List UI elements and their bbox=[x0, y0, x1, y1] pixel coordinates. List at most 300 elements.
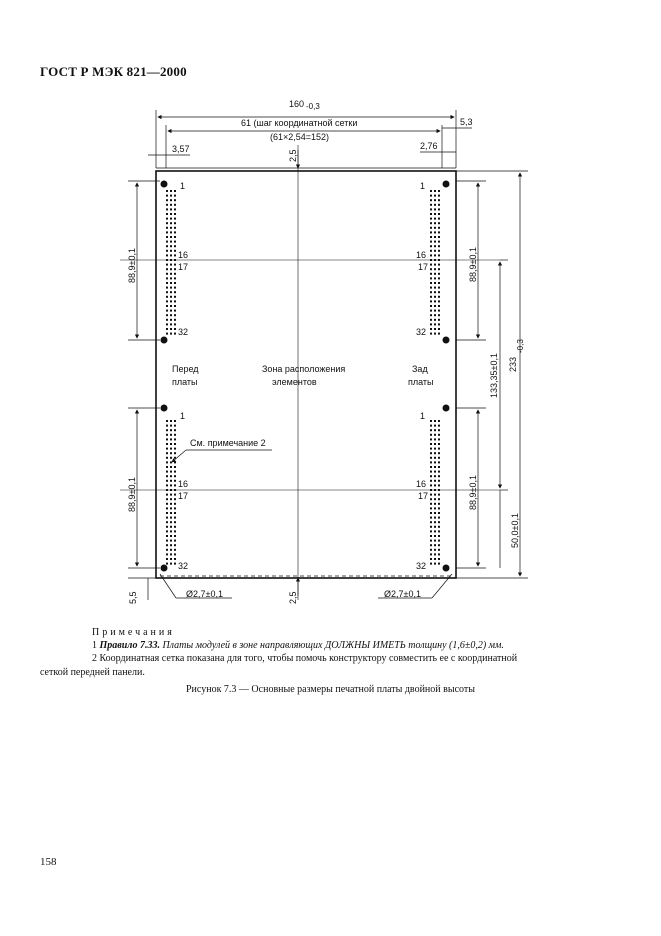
connector-pin bbox=[170, 512, 172, 514]
connector-pin bbox=[170, 475, 172, 477]
grid-dim-label-1: 61 (шаг координатной сетки bbox=[241, 118, 358, 128]
note-2-line-1: 2 Координатная сетка показана для того, чтобы помочь конструктору совместить ее с координатной bbox=[92, 653, 518, 665]
connector-pin bbox=[174, 310, 176, 312]
connector-pin bbox=[434, 503, 436, 505]
connector-pin bbox=[430, 250, 432, 252]
connector-pin bbox=[434, 429, 436, 431]
dim-88-9-right-top: 88,9±0,1 bbox=[468, 247, 478, 282]
connector-pin bbox=[434, 498, 436, 500]
connector-pin bbox=[438, 466, 440, 468]
connector-pin bbox=[430, 291, 432, 293]
connector-pin bbox=[166, 208, 168, 210]
connector-pin bbox=[434, 553, 436, 555]
connector-pin bbox=[174, 526, 176, 528]
connector-pin bbox=[430, 310, 432, 312]
connector-pin bbox=[434, 227, 436, 229]
connector-pin bbox=[166, 507, 168, 509]
connector-pin bbox=[174, 236, 176, 238]
back-label-2: платы bbox=[408, 377, 434, 387]
connector-pin bbox=[166, 310, 168, 312]
connector-pin bbox=[434, 558, 436, 560]
connector-pin bbox=[174, 199, 176, 201]
connector-pin bbox=[170, 273, 172, 275]
connector-pin bbox=[430, 282, 432, 284]
connector-pin bbox=[166, 264, 168, 266]
connector-pin bbox=[174, 231, 176, 233]
dim-88-9-left-bottom: 88,9±0,1 bbox=[127, 477, 137, 512]
connector-pin bbox=[434, 190, 436, 192]
connector-pin bbox=[434, 517, 436, 519]
connector-pin bbox=[434, 484, 436, 486]
connector-pin bbox=[174, 448, 176, 450]
document-header: ГОСТ Р МЭК 821—2000 bbox=[40, 64, 187, 79]
connector-pin bbox=[438, 268, 440, 270]
connector-pin bbox=[166, 300, 168, 302]
connector-pin bbox=[434, 452, 436, 454]
connector-pin bbox=[166, 282, 168, 284]
connector-pin bbox=[174, 521, 176, 523]
connector-pin bbox=[430, 300, 432, 302]
connector-pin bbox=[434, 507, 436, 509]
connector-pin bbox=[174, 553, 176, 555]
connector-pin bbox=[174, 434, 176, 436]
connector-pin bbox=[438, 236, 440, 238]
connector-pin bbox=[170, 480, 172, 482]
connector-pin bbox=[174, 259, 176, 261]
connector-pin bbox=[438, 300, 440, 302]
notes-block bbox=[40, 626, 612, 679]
connector-pin bbox=[166, 471, 168, 473]
connector-pin bbox=[166, 333, 168, 335]
connector-pin bbox=[166, 553, 168, 555]
connector-pin bbox=[174, 254, 176, 256]
connector-pin bbox=[434, 282, 436, 284]
connector-pin bbox=[170, 227, 172, 229]
connector-pin bbox=[438, 457, 440, 459]
connector-pin bbox=[434, 277, 436, 279]
connector-pin bbox=[174, 507, 176, 509]
connector-pin bbox=[166, 429, 168, 431]
connector-pin bbox=[170, 282, 172, 284]
mounting-hole bbox=[443, 565, 449, 571]
connector-pin bbox=[434, 300, 436, 302]
connector-pin bbox=[430, 549, 432, 551]
connector-pin bbox=[430, 213, 432, 215]
connector-pin bbox=[166, 199, 168, 201]
connector-pin bbox=[438, 420, 440, 422]
connector-pin bbox=[430, 319, 432, 321]
connector-pin bbox=[174, 204, 176, 206]
connector-pin bbox=[430, 457, 432, 459]
connector-pin bbox=[430, 535, 432, 537]
connector-pin bbox=[170, 218, 172, 220]
connector-pin bbox=[434, 241, 436, 243]
connector-pin bbox=[438, 310, 440, 312]
connector-pin bbox=[166, 305, 168, 307]
connector-pin bbox=[174, 287, 176, 289]
dim-88-9-right-bottom: 88,9±0,1 bbox=[468, 475, 478, 510]
connector-pin bbox=[430, 466, 432, 468]
connector-pin bbox=[430, 521, 432, 523]
connector-pin bbox=[438, 526, 440, 528]
pin-label-16-left-top: 16 bbox=[178, 250, 189, 260]
connector-pin bbox=[166, 494, 168, 496]
connector-pin bbox=[438, 517, 440, 519]
connector-pin bbox=[166, 498, 168, 500]
mounting-hole bbox=[443, 181, 449, 187]
connector-pin bbox=[166, 277, 168, 279]
connector-pin bbox=[170, 471, 172, 473]
connector-pin bbox=[438, 195, 440, 197]
connector-pin bbox=[174, 471, 176, 473]
connector-pin bbox=[438, 503, 440, 505]
connector-pin bbox=[434, 420, 436, 422]
connector-pin bbox=[174, 328, 176, 330]
connector-pin bbox=[438, 558, 440, 560]
connector-pin bbox=[438, 471, 440, 473]
connector-pin bbox=[434, 204, 436, 206]
connector-pin bbox=[170, 222, 172, 224]
dim-233-label: 233 bbox=[508, 356, 518, 372]
connector-pin bbox=[174, 273, 176, 275]
connector-pin bbox=[166, 204, 168, 206]
connector-pin bbox=[170, 434, 172, 436]
connector-pin bbox=[438, 231, 440, 233]
connector-pin bbox=[170, 245, 172, 247]
connector-pin bbox=[166, 273, 168, 275]
connector-pin bbox=[438, 494, 440, 496]
connector-pin bbox=[434, 530, 436, 532]
connector-pin bbox=[170, 277, 172, 279]
connector-pin bbox=[170, 466, 172, 468]
connector-pin bbox=[170, 305, 172, 307]
connector-pin bbox=[434, 494, 436, 496]
connector-pin bbox=[166, 296, 168, 298]
connector-pin bbox=[170, 452, 172, 454]
page-number: 158 bbox=[40, 856, 57, 868]
connector-pin bbox=[434, 425, 436, 427]
connector-pin bbox=[438, 498, 440, 500]
connector-pin bbox=[174, 245, 176, 247]
pin-label-16-right-bottom: 16 bbox=[416, 479, 427, 489]
pin-label-1-right-bottom: 1 bbox=[420, 411, 426, 421]
connector-pin bbox=[174, 480, 176, 482]
connector-pin bbox=[430, 208, 432, 210]
pin-label-17-left-top: 17 bbox=[178, 262, 189, 272]
connector-pin bbox=[438, 438, 440, 440]
connector-pin bbox=[430, 204, 432, 206]
connector-pin bbox=[166, 195, 168, 197]
connector-pin bbox=[170, 296, 172, 298]
connector-pin bbox=[438, 305, 440, 307]
connector-pin bbox=[174, 512, 176, 514]
connector-pin bbox=[438, 254, 440, 256]
connector-pin bbox=[166, 291, 168, 293]
connector-pin bbox=[434, 333, 436, 335]
connector-pin bbox=[170, 540, 172, 542]
connector-pin bbox=[430, 425, 432, 427]
connector-pin bbox=[166, 227, 168, 229]
connector-pin bbox=[170, 425, 172, 427]
connector-pin bbox=[434, 213, 436, 215]
connector-pin bbox=[430, 259, 432, 261]
connector-pin bbox=[166, 425, 168, 427]
connector-pin bbox=[170, 287, 172, 289]
connector-pin bbox=[166, 503, 168, 505]
connector-pin bbox=[430, 434, 432, 436]
connector-pin bbox=[430, 448, 432, 450]
connector-pin bbox=[438, 259, 440, 261]
connector-pin bbox=[438, 475, 440, 477]
connector-pin bbox=[430, 264, 432, 266]
connector-pin bbox=[438, 484, 440, 486]
connector-pin bbox=[438, 199, 440, 201]
connector-pin bbox=[174, 323, 176, 325]
connector-pin bbox=[430, 544, 432, 546]
connector-pin bbox=[438, 521, 440, 523]
connector-pin bbox=[430, 540, 432, 542]
connector-pin bbox=[166, 448, 168, 450]
pin-label-32-left-bottom: 32 bbox=[178, 561, 189, 571]
connector-pin bbox=[174, 282, 176, 284]
dim-133-label: 133,35±0,1 bbox=[489, 353, 499, 398]
connector-pin bbox=[434, 448, 436, 450]
connector-pin bbox=[166, 268, 168, 270]
connector-pin bbox=[438, 323, 440, 325]
connector-pin bbox=[174, 475, 176, 477]
front-label-1: Перед bbox=[172, 364, 199, 374]
connector-pin bbox=[430, 563, 432, 565]
connector-pin bbox=[174, 425, 176, 427]
connector-pin bbox=[174, 563, 176, 565]
connector-pin bbox=[170, 544, 172, 546]
connector-pin bbox=[430, 498, 432, 500]
figure-caption: Рисунок 7.3 — Основные размеры печатной платы двойной высоты bbox=[186, 684, 475, 695]
connector-pin bbox=[438, 434, 440, 436]
connector-pin bbox=[170, 438, 172, 440]
connector-pin bbox=[438, 287, 440, 289]
connector-pin bbox=[170, 231, 172, 233]
connector-pin bbox=[430, 190, 432, 192]
connector-pin bbox=[430, 443, 432, 445]
connector-pin bbox=[170, 503, 172, 505]
connector-pin bbox=[170, 443, 172, 445]
connector-pin bbox=[166, 420, 168, 422]
connector-pin bbox=[166, 512, 168, 514]
note-2-line-2: сеткой передней панели. bbox=[40, 666, 145, 678]
connector-pin bbox=[438, 227, 440, 229]
connector-pin bbox=[434, 287, 436, 289]
connector-pin bbox=[434, 461, 436, 463]
connector-pin bbox=[174, 333, 176, 335]
connector-pin bbox=[434, 259, 436, 261]
connector-pin bbox=[174, 227, 176, 229]
dim-88-9-left-top: 88,9±0,1 bbox=[127, 248, 137, 283]
connector-pin bbox=[166, 231, 168, 233]
mounting-hole bbox=[161, 337, 167, 343]
connector-pin bbox=[430, 553, 432, 555]
connector-pin bbox=[174, 461, 176, 463]
connector-pin bbox=[166, 328, 168, 330]
connector-pin bbox=[434, 236, 436, 238]
width-dim-tolerance: -0,3 bbox=[306, 102, 320, 111]
connector-pin bbox=[166, 287, 168, 289]
connector-pin bbox=[174, 517, 176, 519]
connector-pin bbox=[170, 521, 172, 523]
connector-pin bbox=[430, 517, 432, 519]
connector-pin bbox=[174, 429, 176, 431]
connector-pin bbox=[174, 296, 176, 298]
connector-pin bbox=[430, 323, 432, 325]
connector-pin bbox=[170, 199, 172, 201]
connector-pin bbox=[170, 208, 172, 210]
connector-pin bbox=[438, 319, 440, 321]
connector-pin bbox=[438, 425, 440, 427]
connector-pin bbox=[430, 222, 432, 224]
connector-pin bbox=[174, 489, 176, 491]
connector-pin bbox=[438, 245, 440, 247]
connector-pin bbox=[174, 208, 176, 210]
connector-pin bbox=[174, 452, 176, 454]
connector-pin bbox=[434, 540, 436, 542]
connector-pin bbox=[434, 222, 436, 224]
connector-pin bbox=[170, 526, 172, 528]
note-1 bbox=[92, 639, 612, 652]
pin-label-1-left-bottom: 1 bbox=[180, 411, 186, 421]
dim-2-76-label: 2,76 bbox=[420, 141, 438, 151]
connector-pin bbox=[430, 227, 432, 229]
connector-pin bbox=[174, 540, 176, 542]
connector-pin bbox=[434, 250, 436, 252]
connector-pin bbox=[434, 438, 436, 440]
connector-pin bbox=[438, 282, 440, 284]
connector-pin bbox=[170, 333, 172, 335]
connector-pin bbox=[438, 540, 440, 542]
connector-pin bbox=[170, 314, 172, 316]
note-ref-label: См. примечание 2 bbox=[190, 438, 266, 448]
connector-pin bbox=[170, 535, 172, 537]
connector-pin bbox=[170, 254, 172, 256]
connector-pin bbox=[438, 544, 440, 546]
width-dim-label: 160 bbox=[289, 99, 305, 109]
pin-label-16-right-top: 16 bbox=[416, 250, 427, 260]
dim-233-tolerance: -0,3 bbox=[516, 339, 525, 353]
connector-pin bbox=[166, 259, 168, 261]
connector-pin bbox=[170, 498, 172, 500]
connector-pin bbox=[430, 507, 432, 509]
connector-pin bbox=[438, 448, 440, 450]
connector-pin bbox=[166, 254, 168, 256]
connector-pin bbox=[170, 461, 172, 463]
connector-pin bbox=[166, 434, 168, 436]
connector-pin bbox=[434, 535, 436, 537]
connector-pin bbox=[174, 300, 176, 302]
connector-pin bbox=[166, 236, 168, 238]
connector-pin bbox=[430, 218, 432, 220]
dim-3-57-label: 3,57 bbox=[172, 144, 190, 154]
connector-pin bbox=[170, 494, 172, 496]
pin-label-17-right-top: 17 bbox=[418, 262, 429, 272]
mounting-hole bbox=[161, 405, 167, 411]
connector-pin bbox=[438, 530, 440, 532]
connector-pin bbox=[430, 530, 432, 532]
connector-pin bbox=[438, 218, 440, 220]
connector-pin bbox=[438, 277, 440, 279]
back-label-1: Зад bbox=[412, 364, 428, 374]
connector-pin bbox=[438, 291, 440, 293]
connector-pin bbox=[430, 277, 432, 279]
connector-pin bbox=[434, 323, 436, 325]
connector-pin bbox=[430, 254, 432, 256]
zone-label-2: элементов bbox=[272, 377, 317, 387]
connector-pin bbox=[430, 199, 432, 201]
connector-pin bbox=[434, 443, 436, 445]
pin-label-1-left-top: 1 bbox=[180, 181, 186, 191]
mounting-hole bbox=[161, 565, 167, 571]
connector-pin bbox=[438, 535, 440, 537]
connector-pin bbox=[170, 457, 172, 459]
front-label-2: платы bbox=[172, 377, 198, 387]
connector-pin bbox=[174, 494, 176, 496]
mounting-hole bbox=[161, 181, 167, 187]
connector-pin bbox=[430, 236, 432, 238]
connector-pin bbox=[434, 254, 436, 256]
connector-pin bbox=[438, 512, 440, 514]
connector-pin bbox=[170, 558, 172, 560]
dim-5-3-label: 5,3 bbox=[460, 117, 473, 127]
connector-pin bbox=[174, 250, 176, 252]
connector-pin bbox=[166, 222, 168, 224]
connector-pin bbox=[174, 213, 176, 215]
connector-pin bbox=[170, 291, 172, 293]
connector-pin bbox=[438, 250, 440, 252]
connector-pin bbox=[170, 484, 172, 486]
connector-pin bbox=[170, 250, 172, 252]
connector-pin bbox=[430, 558, 432, 560]
connector-pin bbox=[166, 461, 168, 463]
note-ref-leader bbox=[172, 450, 272, 462]
connector-pin bbox=[434, 268, 436, 270]
connector-pin bbox=[166, 549, 168, 551]
pin-label-1-right-top: 1 bbox=[420, 181, 426, 191]
hole-dim-left: Ø2,7±0,1 bbox=[186, 589, 223, 599]
connector-pin bbox=[438, 222, 440, 224]
connector-pin bbox=[430, 333, 432, 335]
connector-pin bbox=[438, 328, 440, 330]
connector-pin bbox=[434, 544, 436, 546]
connector-pin bbox=[434, 305, 436, 307]
connector-pin bbox=[170, 530, 172, 532]
connector-pin bbox=[430, 268, 432, 270]
connector-pin bbox=[166, 535, 168, 537]
connector-pin bbox=[438, 553, 440, 555]
connector-pin bbox=[430, 231, 432, 233]
mounting-holes bbox=[161, 181, 449, 571]
connector-pin bbox=[166, 213, 168, 215]
connector-pin bbox=[170, 259, 172, 261]
connector-pin bbox=[434, 245, 436, 247]
connector-pin bbox=[430, 512, 432, 514]
connector-pin bbox=[434, 475, 436, 477]
connector-pin bbox=[174, 268, 176, 270]
connector-pin bbox=[430, 314, 432, 316]
connector-pin bbox=[438, 333, 440, 335]
connector-pin bbox=[438, 507, 440, 509]
connector-pin bbox=[438, 489, 440, 491]
connector-pin bbox=[174, 535, 176, 537]
connector-pin bbox=[166, 241, 168, 243]
connector-pin bbox=[438, 429, 440, 431]
